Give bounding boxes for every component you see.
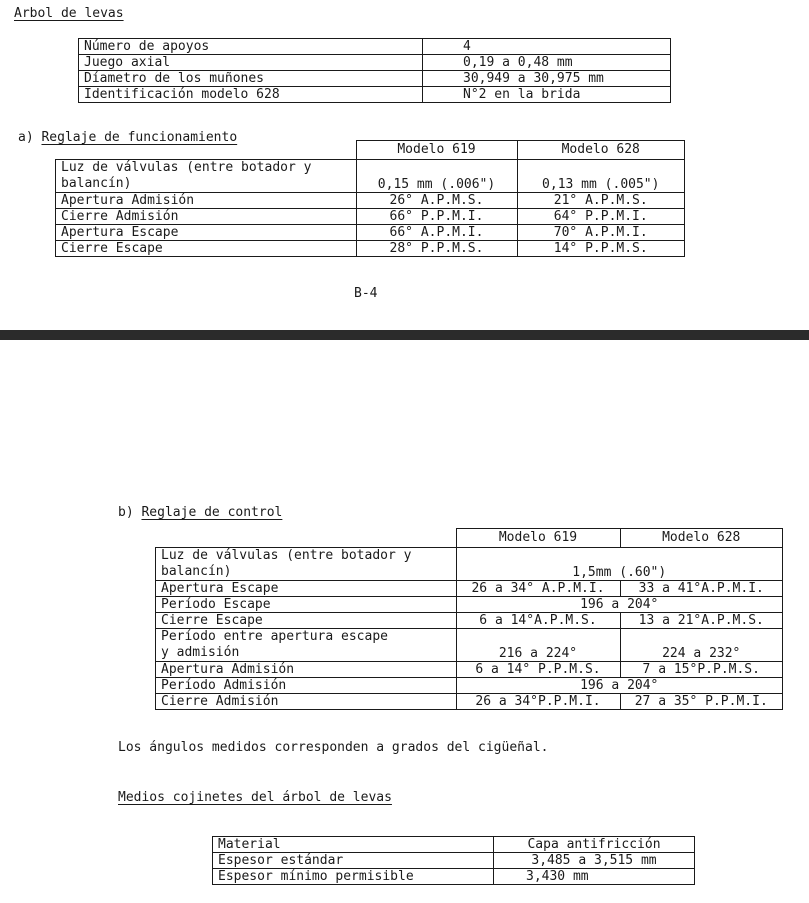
value-628: 14° P.P.M.S. (517, 241, 685, 257)
table-row (156, 548, 783, 581)
clearance-label-line2: balancín) (161, 564, 232, 579)
value-619: 26° A.P.M.S. (356, 193, 517, 209)
table-row (56, 241, 685, 257)
row-value: 0,19 a 0,48 mm (423, 55, 671, 71)
row-label (156, 629, 457, 662)
value-628: 21° A.P.M.S. (517, 193, 685, 209)
row-label: Espesor mínimo permisible (213, 869, 494, 885)
shared-value: 196 a 204° (456, 597, 783, 613)
value-619: 66° A.P.M.I. (356, 225, 517, 241)
bearings-title: Medios cojinetes del árbol de levas (118, 790, 392, 805)
table-row (213, 869, 695, 885)
bearings-table (212, 836, 695, 885)
clearance-label-line1: Luz de válvulas (entre botador y (61, 160, 312, 175)
shared-value: 196 a 204° (456, 678, 783, 694)
row-label: Espesor estándar (213, 853, 494, 869)
row-label: Apertura Admisión (56, 193, 357, 209)
overlap-label-line2: y admisión (161, 645, 240, 660)
column-header-619: Modelo 619 (456, 529, 620, 548)
row-label: Apertura Escape (56, 225, 357, 241)
row-value: 3,430 mm (494, 869, 695, 885)
value-628: 64° P.P.M.I. (517, 209, 685, 225)
row-label: Apertura Admisión (156, 662, 457, 678)
value-628: 33 a 41°A.P.M.I. (620, 581, 783, 597)
table-row (156, 581, 783, 597)
control-title: b) Reglaje de control (118, 505, 283, 520)
row-label: Cierre Admisión (156, 694, 457, 710)
control-table (155, 528, 783, 710)
column-header-628: Modelo 628 (517, 141, 685, 160)
row-label (56, 160, 357, 193)
row-label: Cierre Escape (156, 613, 457, 629)
clearance-628: 0,13 mm (.005") (517, 160, 685, 193)
row-label: Período Admisión (156, 678, 457, 694)
row-label: Apertura Escape (156, 581, 457, 597)
row-label: Número de apoyos (79, 39, 423, 55)
row-label: Período Escape (156, 597, 457, 613)
table-row (156, 597, 783, 613)
table-row (56, 225, 685, 241)
operating-title: a) Reglaje de funcionamiento (18, 130, 238, 145)
table-row (79, 39, 671, 55)
value-619: 66° P.P.M.I. (356, 209, 517, 225)
row-value: 30,949 a 30,975 mm (423, 71, 671, 87)
table-header-row (56, 141, 685, 160)
table-row (213, 837, 695, 853)
row-label (156, 548, 457, 581)
clearance-label-line1: Luz de válvulas (entre botador y (161, 548, 412, 563)
row-label: Juego axial (79, 55, 423, 71)
table-row (79, 87, 671, 103)
overlap-label-line1: Período entre apertura escape (161, 629, 388, 644)
value-619: 26 a 34°P.P.M.I. (456, 694, 620, 710)
row-label: Identificación modelo 628 (79, 87, 423, 103)
camshaft-title: Arbol de levas (14, 6, 124, 21)
table-row (79, 55, 671, 71)
value-628: 27 a 35° P.P.M.I. (620, 694, 783, 710)
row-value: Capa antifricción (494, 837, 695, 853)
page-divider (0, 330, 809, 340)
table-row (156, 694, 783, 710)
table-row (79, 71, 671, 87)
blank-cell (56, 141, 357, 160)
row-label: Díametro de los muñones (79, 71, 423, 87)
table-row (156, 678, 783, 694)
table-row (156, 613, 783, 629)
table-row (56, 160, 685, 193)
row-label: Cierre Admisión (56, 209, 357, 225)
value-628: 7 a 15°P.P.M.S. (620, 662, 783, 678)
row-value: 4 (423, 39, 671, 55)
clearance-label-line2: balancín) (61, 176, 132, 191)
value-628: 224 a 232° (620, 629, 783, 662)
column-header-619: Modelo 619 (356, 141, 517, 160)
page-number: B-4 (354, 286, 378, 301)
blank-cell (156, 529, 457, 548)
operating-table (55, 140, 685, 257)
value-619: 6 a 14°A.P.M.S. (456, 613, 620, 629)
value-628: 13 a 21°A.P.M.S. (620, 613, 783, 629)
control-title-label: Reglaje de control (141, 505, 283, 520)
value-619: 216 a 224° (456, 629, 620, 662)
operating-title-label: Reglaje de funcionamiento (41, 130, 238, 145)
value-628: 70° A.P.M.I. (517, 225, 685, 241)
table-header-row (156, 529, 783, 548)
row-label: Cierre Escape (56, 241, 357, 257)
column-header-628: Modelo 628 (620, 529, 783, 548)
note-text: Los ángulos medidos corresponden a grados del cigüeñal. (118, 740, 549, 755)
clearance-value: 1,5mm (.60") (456, 548, 783, 581)
table-row (213, 853, 695, 869)
table-row (56, 209, 685, 225)
value-619: 28° P.P.M.S. (356, 241, 517, 257)
row-label: Material (213, 837, 494, 853)
camshaft-table (78, 38, 671, 103)
table-row (56, 193, 685, 209)
row-value: N°2 en la brida (423, 87, 671, 103)
value-619: 6 a 14° P.P.M.S. (456, 662, 620, 678)
table-row (156, 629, 783, 662)
table-row (156, 662, 783, 678)
value-619: 26 a 34° A.P.M.I. (456, 581, 620, 597)
row-value: 3,485 a 3,515 mm (494, 853, 695, 869)
clearance-619: 0,15 mm (.006") (356, 160, 517, 193)
